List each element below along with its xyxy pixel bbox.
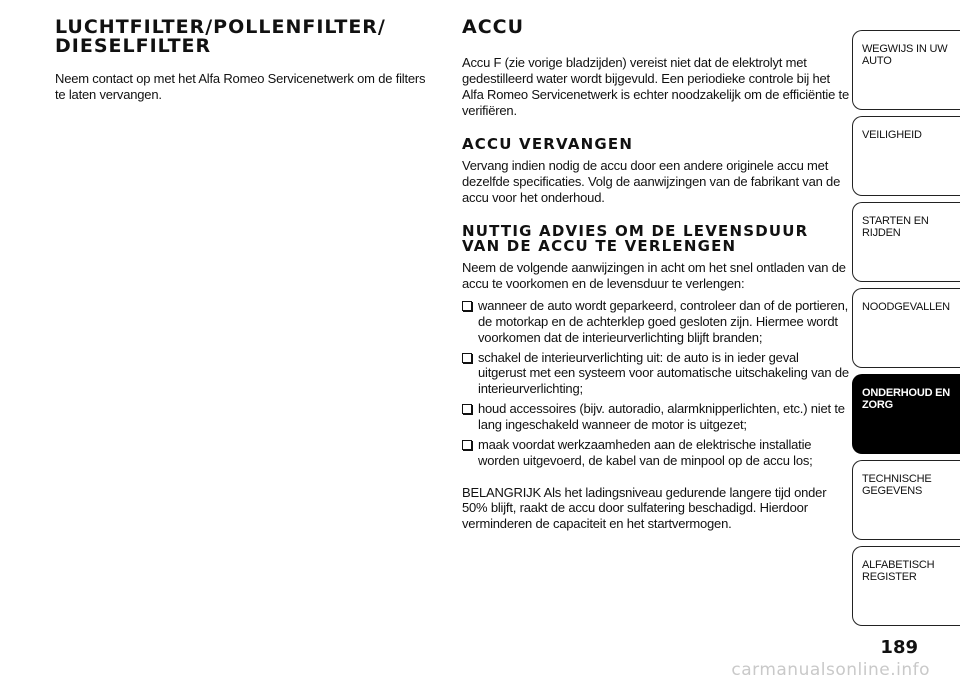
- watermark: carmanualsonline.info: [731, 660, 930, 680]
- tab-veiligheid[interactable]: [852, 116, 960, 196]
- important-note: BELANGRIJK Als het ladingsniveau gedurende langere tijd onder 50% blijft, raakt de accu door sulfatering beschadigd. Hierdoor verminderen de capaciteit en het startvermogen.: [462, 484, 827, 532]
- accu-heading: ACCU: [462, 16, 525, 38]
- page-number: 189: [880, 637, 918, 658]
- tab-label: NOODGEVALLEN: [862, 301, 950, 313]
- tab-label: WEGWIJS IN UW AUTO: [862, 43, 948, 68]
- right-column: [462, 18, 850, 532]
- tab-label: VEILIGHEID: [862, 129, 922, 141]
- filters-heading-line1: LUCHTFILTER/POLLENFILTER/: [55, 16, 386, 38]
- tab-label: ALFABETISCH REGISTER: [862, 559, 935, 584]
- list-item-text: maak voordat werkzaamheden aan de elektrische installatie worden uitgevoerd, de kabel van de minpool op de accu los;: [478, 436, 813, 468]
- replace-paragraph: Vervang indien nodig de accu door een andere originele accu met dezelfde specificaties. Volg de aanwijzingen van de fabrikant van de accu voor het onderhoud.: [462, 158, 841, 205]
- tab-onderhoud-en-zorg[interactable]: [852, 374, 960, 454]
- tab-starten-en-rijden[interactable]: [852, 202, 960, 282]
- left-column: [55, 18, 430, 102]
- advice-heading: [462, 221, 850, 255]
- advice-heading-line1: NUTTIG ADVIES OM DE LEVENSDUUR: [462, 221, 809, 240]
- checkbox-bullet-icon: [462, 404, 472, 414]
- advice-heading-line2: VAN DE ACCU TE VERLENGEN: [462, 236, 737, 255]
- checkbox-bullet-icon: [462, 353, 472, 363]
- list-item: [462, 437, 850, 469]
- list-item: [462, 350, 850, 398]
- tab-wegwijs[interactable]: [852, 30, 960, 110]
- filters-paragraph: Neem contact op met het Alfa Romeo Servicenetwerk om de filters te laten vervangen.: [55, 70, 426, 102]
- tab-label: TECHNISCHE GEGEVENS: [862, 473, 932, 498]
- list-item: [462, 298, 850, 346]
- filters-heading: [55, 18, 430, 57]
- checkbox-bullet-icon: [462, 440, 472, 450]
- advice-intro: Neem de volgende aanwijzingen in acht om het snel ontladen van de accu te voorkomen en de levensduur te verlengen:: [462, 260, 846, 292]
- advice-list: [462, 298, 850, 469]
- tab-noodgevallen[interactable]: [852, 288, 960, 368]
- tab-alfabetisch-register[interactable]: [852, 546, 960, 626]
- replace-heading: ACCU VERVANGEN: [462, 134, 634, 153]
- list-item-text: schakel de interieurverlichting uit: de auto is in ieder geval uitgerust met een systeem voor automatische uitschakeling van de interieurverlichting;: [478, 349, 849, 397]
- tab-label: STARTEN EN RIJDEN: [862, 215, 929, 240]
- checkbox-bullet-icon: [462, 301, 472, 311]
- list-item: [462, 401, 850, 433]
- tab-technische-gegevens[interactable]: [852, 460, 960, 540]
- accu-paragraph: Accu F (zie vorige bladzijden) vereist niet dat de elektrolyt met gedestilleerd water wordt bijgevuld. Een periodieke controle bij het Alfa Romeo Servicenetwerk is echter noodzakelijk om de efficiëntie te verifiëren.: [462, 55, 849, 118]
- filters-heading-line2: DIESELFILTER: [55, 35, 212, 58]
- list-item-text: wanneer de auto wordt geparkeerd, controleer dan of de portieren, de motorkap en de achterklep goed gesloten zijn. Hiermee wordt voorkomen dat de interieurverlichting blijft branden;: [478, 298, 849, 345]
- list-item-text: houd accessoires (bijv. autoradio, alarmknipperlichten, etc.) niet te lang ingeschakeld wanneer de motor is uitgezet;: [478, 401, 845, 433]
- tab-label: ONDERHOUD EN ZORG: [862, 387, 951, 412]
